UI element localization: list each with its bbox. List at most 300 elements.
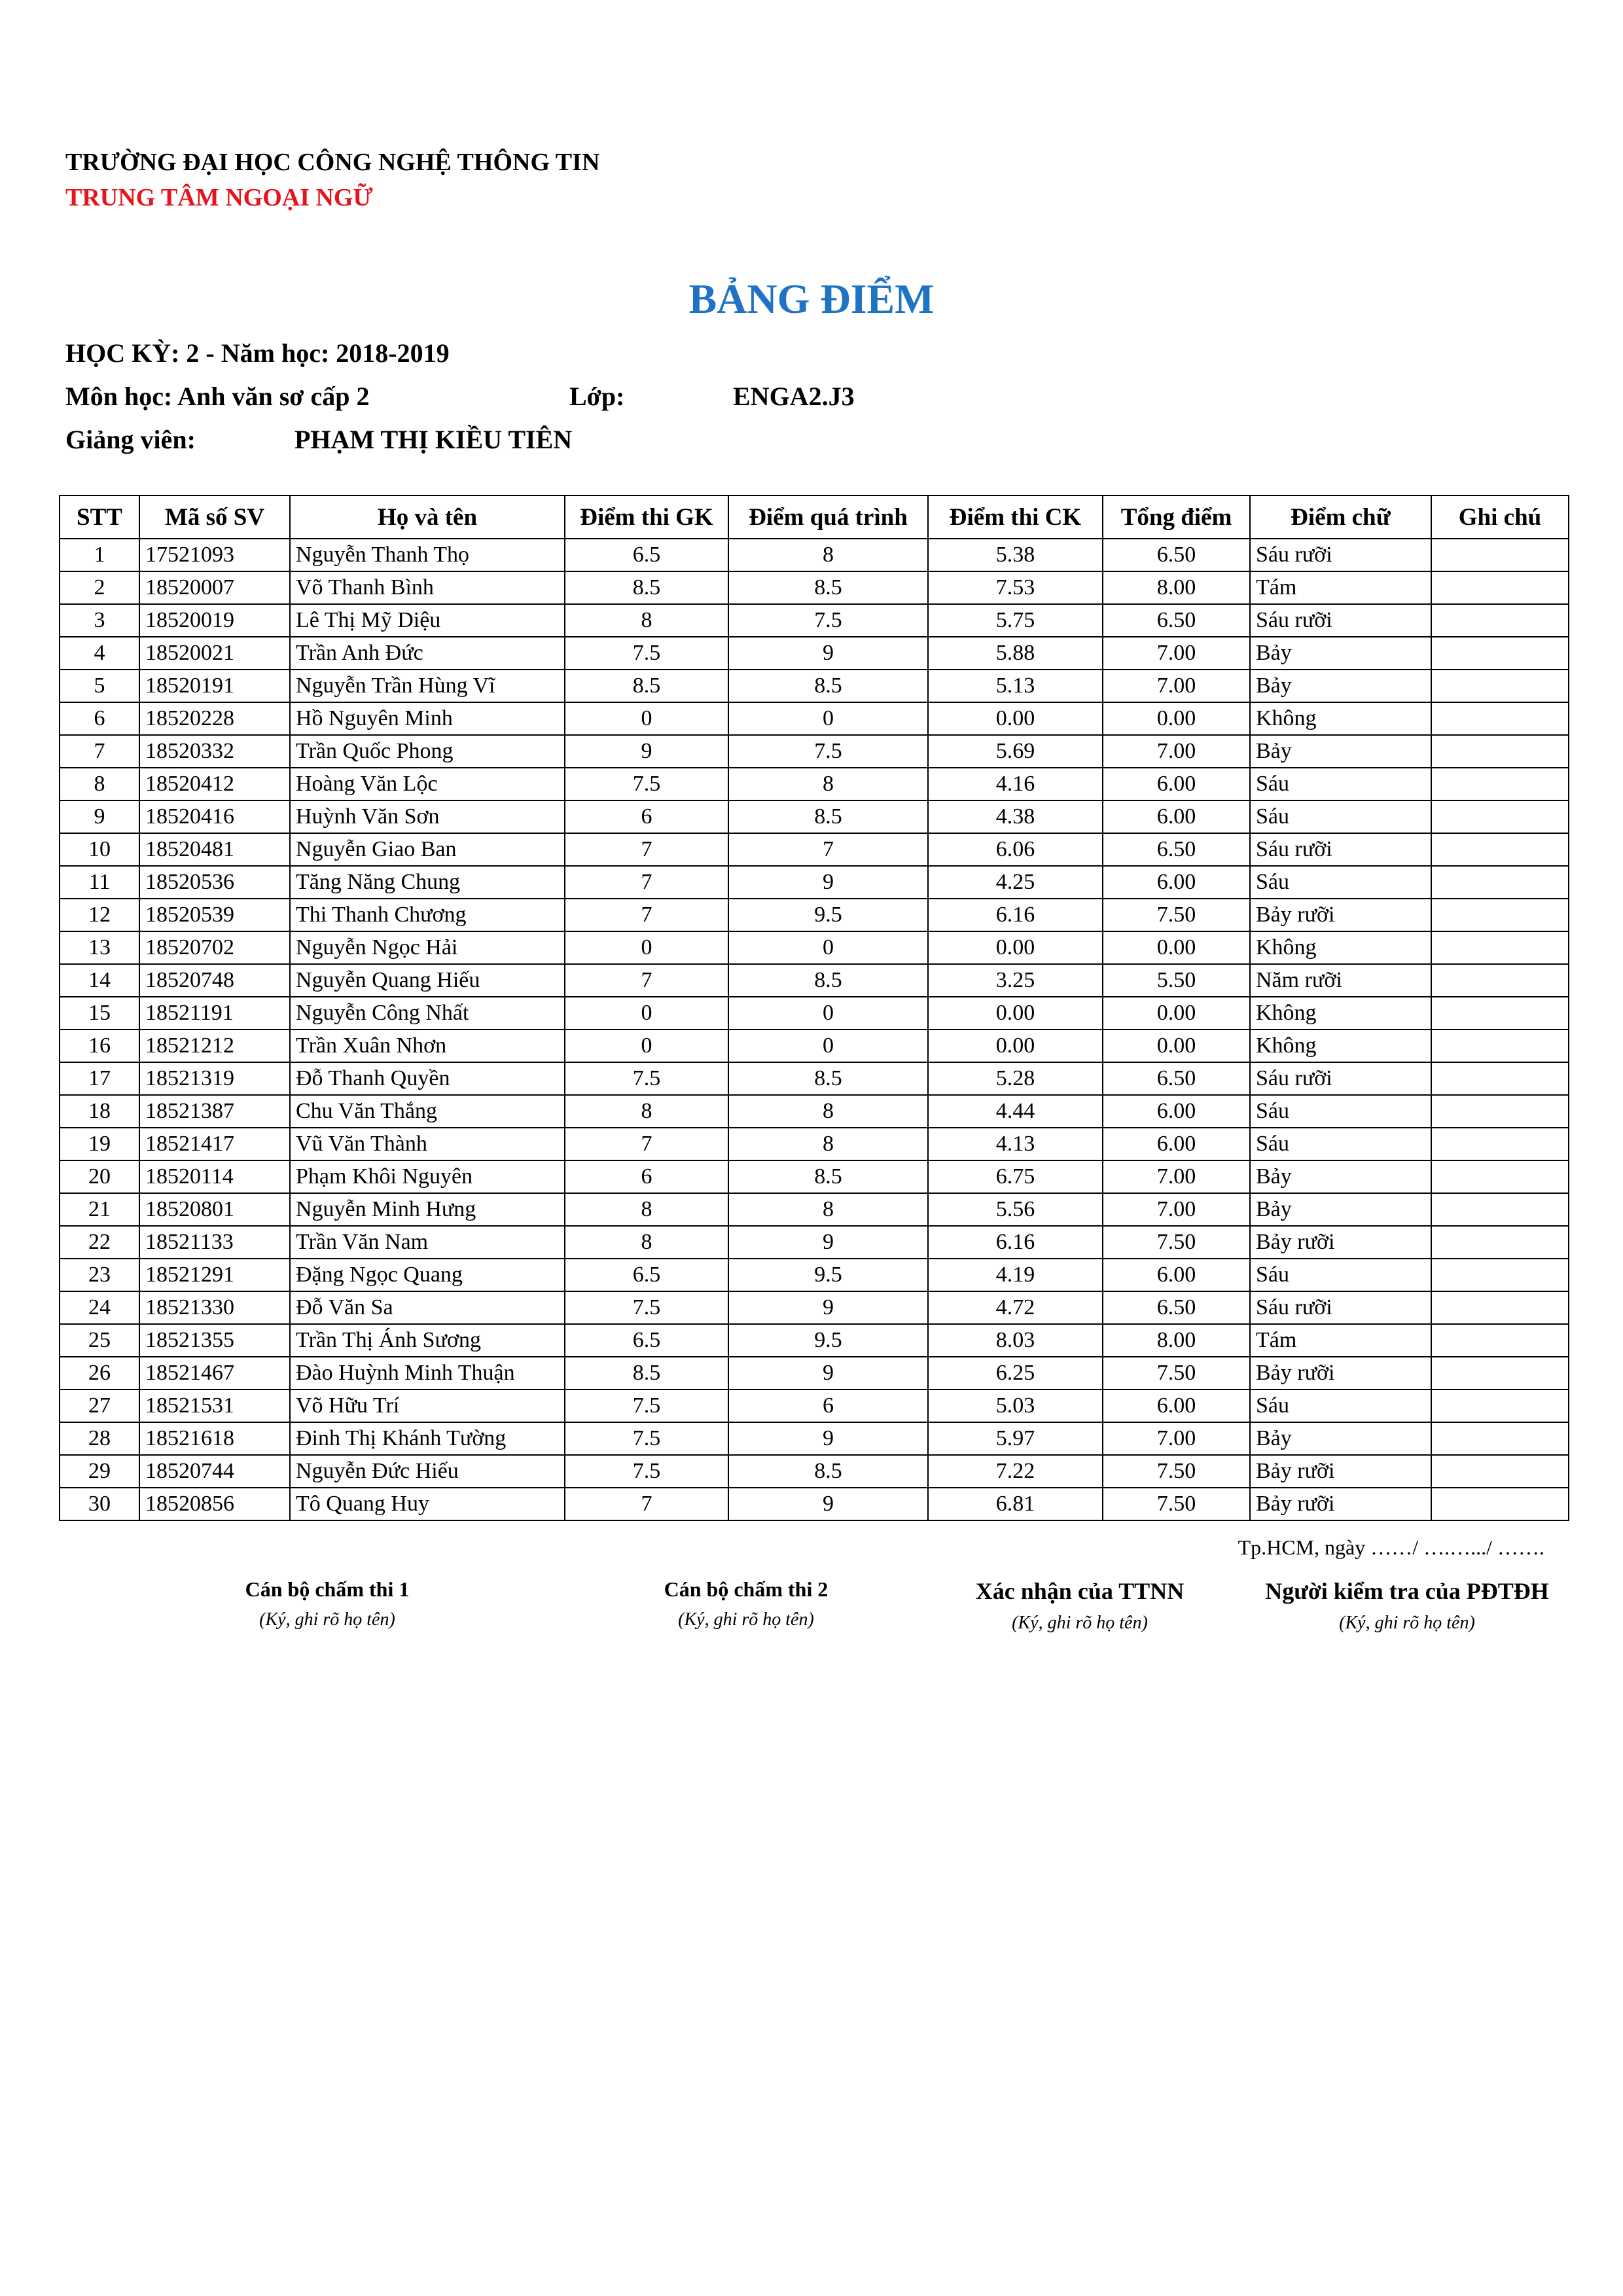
cell-grade-words: Bảy <box>1250 670 1431 702</box>
cell-process: 7 <box>728 833 928 866</box>
cell-midterm: 6.5 <box>565 1324 728 1357</box>
cell-stt: 23 <box>60 1259 139 1291</box>
cell-total: 8.00 <box>1103 571 1250 604</box>
signature-title: Người kiểm tra của PĐTĐH <box>1265 1578 1549 1604</box>
cell-stt: 17 <box>60 1062 139 1095</box>
subject-info: Môn học: Anh văn sơ cấp 2 <box>65 382 370 411</box>
cell-total: 6.50 <box>1103 833 1250 866</box>
cell-grade-words: Bảy <box>1250 1160 1431 1193</box>
cell-midterm: 8.5 <box>565 571 728 604</box>
cell-process: 8.5 <box>728 1062 928 1095</box>
cell-process: 8.5 <box>728 964 928 997</box>
cell-total: 7.00 <box>1103 735 1250 768</box>
cell-full-name: Hồ Nguyên Minh <box>290 702 565 735</box>
cell-total: 6.50 <box>1103 539 1250 571</box>
cell-final: 6.81 <box>928 1488 1103 1520</box>
cell-final: 4.19 <box>928 1259 1103 1291</box>
cell-stt: 14 <box>60 964 139 997</box>
cell-student-id: 18520856 <box>139 1488 290 1520</box>
header-full-name: Họ và tên <box>290 495 565 539</box>
cell-total: 7.00 <box>1103 1422 1250 1455</box>
cell-notes <box>1431 931 1569 964</box>
cell-student-id: 18520748 <box>139 964 290 997</box>
cell-student-id: 18520228 <box>139 702 290 735</box>
cell-process: 9 <box>728 1488 928 1520</box>
cell-student-id: 18520702 <box>139 931 290 964</box>
cell-midterm: 0 <box>565 1030 728 1062</box>
table-row <box>60 964 1569 997</box>
cell-full-name: Đinh Thị Khánh Tường <box>290 1422 565 1455</box>
cell-notes <box>1431 1357 1569 1390</box>
cell-process: 8.5 <box>728 670 928 702</box>
cell-full-name: Hoàng Văn Lộc <box>290 768 565 800</box>
cell-total: 6.00 <box>1103 768 1250 800</box>
cell-process: 8.5 <box>728 1160 928 1193</box>
cell-student-id: 18520332 <box>139 735 290 768</box>
cell-grade-words: Sáu <box>1250 768 1431 800</box>
cell-full-name: Lê Thị Mỹ Diệu <box>290 604 565 637</box>
cell-stt: 25 <box>60 1324 139 1357</box>
cell-total: 7.50 <box>1103 1357 1250 1390</box>
cell-grade-words: Sáu rưỡi <box>1250 1291 1431 1324</box>
cell-notes <box>1431 1193 1569 1226</box>
cell-notes <box>1431 1422 1569 1455</box>
cell-total: 5.50 <box>1103 964 1250 997</box>
table-header-row <box>60 495 1569 539</box>
cell-student-id: 18521212 <box>139 1030 290 1062</box>
cell-midterm: 7.5 <box>565 1455 728 1488</box>
cell-stt: 18 <box>60 1095 139 1128</box>
header-process: Điểm quá trình <box>728 495 928 539</box>
cell-stt: 11 <box>60 866 139 899</box>
cell-full-name: Nguyễn Minh Hưng <box>290 1193 565 1226</box>
cell-final: 5.97 <box>928 1422 1103 1455</box>
header-total: Tổng điểm <box>1103 495 1250 539</box>
cell-full-name: Nguyễn Ngọc Hải <box>290 931 565 964</box>
class-label: Lớp: <box>569 382 625 411</box>
cell-total: 8.00 <box>1103 1324 1250 1357</box>
cell-stt: 29 <box>60 1455 139 1488</box>
grades-table <box>59 495 1569 1521</box>
cell-final: 4.16 <box>928 768 1103 800</box>
cell-stt: 9 <box>60 800 139 833</box>
header-grade-words: Điểm chữ <box>1250 495 1431 539</box>
cell-full-name: Võ Hữu Trí <box>290 1390 565 1422</box>
cell-notes <box>1431 833 1569 866</box>
cell-stt: 8 <box>60 768 139 800</box>
cell-process: 0 <box>728 997 928 1030</box>
cell-final: 6.25 <box>928 1357 1103 1390</box>
cell-process: 9.5 <box>728 1259 928 1291</box>
cell-process: 8.5 <box>728 571 928 604</box>
cell-student-id: 18521387 <box>139 1095 290 1128</box>
cell-full-name: Đào Huỳnh Minh Thuận <box>290 1357 565 1390</box>
cell-grade-words: Sáu rưỡi <box>1250 539 1431 571</box>
cell-total: 6.50 <box>1103 1291 1250 1324</box>
cell-final: 4.13 <box>928 1128 1103 1160</box>
cell-stt: 7 <box>60 735 139 768</box>
cell-student-id: 18520114 <box>139 1160 290 1193</box>
cell-grade-words: Bảy <box>1250 1193 1431 1226</box>
cell-final: 5.28 <box>928 1062 1103 1095</box>
cell-full-name: Nguyễn Đức Hiếu <box>290 1455 565 1488</box>
cell-notes <box>1431 1128 1569 1160</box>
table-row <box>60 571 1569 604</box>
cell-student-id: 18520539 <box>139 899 290 931</box>
cell-notes <box>1431 1160 1569 1193</box>
header-stt: STT <box>60 495 139 539</box>
cell-notes <box>1431 1095 1569 1128</box>
cell-notes <box>1431 604 1569 637</box>
cell-process: 9 <box>728 866 928 899</box>
cell-grade-words: Tám <box>1250 571 1431 604</box>
cell-final: 8.03 <box>928 1324 1103 1357</box>
cell-final: 0.00 <box>928 997 1103 1030</box>
signature-title: Cán bộ chấm thi 1 <box>245 1577 410 1601</box>
school-name: TRƯỜNG ĐẠI HỌC CÔNG NGHỆ THÔNG TIN <box>65 149 600 176</box>
cell-stt: 15 <box>60 997 139 1030</box>
cell-full-name: Chu Văn Thắng <box>290 1095 565 1128</box>
cell-final: 5.03 <box>928 1390 1103 1422</box>
cell-grade-words: Sáu <box>1250 1095 1431 1128</box>
cell-total: 6.00 <box>1103 1095 1250 1128</box>
header-final: Điểm thi CK <box>928 495 1103 539</box>
cell-midterm: 7 <box>565 833 728 866</box>
cell-notes <box>1431 539 1569 571</box>
cell-stt: 5 <box>60 670 139 702</box>
table-row <box>60 1455 1569 1488</box>
cell-midterm: 6.5 <box>565 539 728 571</box>
cell-final: 5.88 <box>928 637 1103 670</box>
cell-final: 0.00 <box>928 702 1103 735</box>
cell-stt: 12 <box>60 899 139 931</box>
table-row <box>60 604 1569 637</box>
cell-student-id: 18520019 <box>139 604 290 637</box>
cell-full-name: Trần Quốc Phong <box>290 735 565 768</box>
cell-final: 6.16 <box>928 1226 1103 1259</box>
cell-notes <box>1431 1062 1569 1095</box>
cell-final: 0.00 <box>928 1030 1103 1062</box>
cell-full-name: Võ Thanh Bình <box>290 571 565 604</box>
cell-full-name: Nguyễn Công Nhất <box>290 997 565 1030</box>
cell-grade-words: Sáu <box>1250 800 1431 833</box>
cell-full-name: Trần Văn Nam <box>290 1226 565 1259</box>
date-line: Tp.HCM, ngày ……/ ….….../ ……. <box>1238 1535 1544 1559</box>
cell-grade-words: Sáu rưỡi <box>1250 604 1431 637</box>
cell-total: 7.00 <box>1103 637 1250 670</box>
header-midterm: Điểm thi GK <box>565 495 728 539</box>
signature-title: Cán bộ chấm thi 2 <box>664 1577 829 1601</box>
cell-process: 0 <box>728 1030 928 1062</box>
cell-final: 6.06 <box>928 833 1103 866</box>
cell-midterm: 8 <box>565 1226 728 1259</box>
signature-block-ttnn <box>897 1577 1263 1634</box>
cell-total: 7.00 <box>1103 1160 1250 1193</box>
cell-process: 8 <box>728 539 928 571</box>
cell-full-name: Phạm Khôi Nguyên <box>290 1160 565 1193</box>
cell-full-name: Trần Xuân Nhơn <box>290 1030 565 1062</box>
table-row <box>60 1291 1569 1324</box>
cell-final: 5.56 <box>928 1193 1103 1226</box>
cell-process: 7.5 <box>728 735 928 768</box>
cell-notes <box>1431 964 1569 997</box>
cell-midterm: 7.5 <box>565 1422 728 1455</box>
cell-grade-words: Bảy rưỡi <box>1250 1357 1431 1390</box>
cell-midterm: 8 <box>565 1193 728 1226</box>
cell-final: 5.75 <box>928 604 1103 637</box>
cell-total: 0.00 <box>1103 1030 1250 1062</box>
cell-total: 6.50 <box>1103 604 1250 637</box>
cell-process: 7.5 <box>728 604 928 637</box>
cell-final: 5.38 <box>928 539 1103 571</box>
cell-notes <box>1431 1390 1569 1422</box>
signature-note: (Ký, ghi rõ họ tên) <box>1012 1613 1148 1633</box>
signature-note: (Ký, ghi rõ họ tên) <box>259 1609 395 1630</box>
cell-stt: 30 <box>60 1488 139 1520</box>
cell-midterm: 8.5 <box>565 1357 728 1390</box>
cell-final: 7.22 <box>928 1455 1103 1488</box>
cell-total: 7.00 <box>1103 670 1250 702</box>
cell-final: 4.25 <box>928 866 1103 899</box>
cell-grade-words: Bảy rưỡi <box>1250 899 1431 931</box>
cell-final: 5.69 <box>928 735 1103 768</box>
cell-full-name: Tăng Năng Chung <box>290 866 565 899</box>
cell-midterm: 0 <box>565 702 728 735</box>
cell-student-id: 18521467 <box>139 1357 290 1390</box>
cell-final: 7.53 <box>928 571 1103 604</box>
cell-midterm: 6 <box>565 1160 728 1193</box>
cell-grade-words: Không <box>1250 997 1431 1030</box>
cell-notes <box>1431 1030 1569 1062</box>
signature-title: Xác nhận của TTNN <box>975 1578 1185 1604</box>
cell-full-name: Đỗ Văn Sa <box>290 1291 565 1324</box>
cell-total: 6.00 <box>1103 1128 1250 1160</box>
cell-student-id: 17521093 <box>139 539 290 571</box>
cell-stt: 26 <box>60 1357 139 1390</box>
table-row <box>60 899 1569 931</box>
cell-full-name: Tô Quang Huy <box>290 1488 565 1520</box>
cell-grade-words: Bảy rưỡi <box>1250 1226 1431 1259</box>
cell-full-name: Trần Anh Đức <box>290 637 565 670</box>
table-row <box>60 997 1569 1030</box>
cell-grade-words: Bảy <box>1250 735 1431 768</box>
cell-notes <box>1431 735 1569 768</box>
table-row <box>60 1128 1569 1160</box>
cell-midterm: 7 <box>565 964 728 997</box>
cell-midterm: 8 <box>565 1095 728 1128</box>
class-value: ENGA2.J3 <box>733 382 855 411</box>
cell-grade-words: Sáu rưỡi <box>1250 1062 1431 1095</box>
signature-note: (Ký, ghi rõ họ tên) <box>678 1609 814 1630</box>
cell-grade-words: Không <box>1250 1030 1431 1062</box>
cell-midterm: 7 <box>565 1488 728 1520</box>
cell-final: 5.13 <box>928 670 1103 702</box>
cell-final: 6.75 <box>928 1160 1103 1193</box>
cell-final: 3.25 <box>928 964 1103 997</box>
cell-student-id: 18520536 <box>139 866 290 899</box>
cell-student-id: 18520412 <box>139 768 290 800</box>
cell-full-name: Đặng Ngọc Quang <box>290 1259 565 1291</box>
cell-midterm: 7.5 <box>565 1291 728 1324</box>
table-row <box>60 1160 1569 1193</box>
cell-notes <box>1431 1259 1569 1291</box>
cell-notes <box>1431 866 1569 899</box>
cell-midterm: 7.5 <box>565 768 728 800</box>
cell-student-id: 18521319 <box>139 1062 290 1095</box>
cell-full-name: Thi Thanh Chương <box>290 899 565 931</box>
cell-notes <box>1431 997 1569 1030</box>
cell-notes <box>1431 637 1569 670</box>
table-row <box>60 1259 1569 1291</box>
cell-grade-words: Sáu rưỡi <box>1250 833 1431 866</box>
cell-student-id: 18521330 <box>139 1291 290 1324</box>
cell-stt: 24 <box>60 1291 139 1324</box>
cell-grade-words: Tám <box>1250 1324 1431 1357</box>
cell-midterm: 7.5 <box>565 1390 728 1422</box>
cell-notes <box>1431 768 1569 800</box>
cell-midterm: 7 <box>565 899 728 931</box>
cell-midterm: 0 <box>565 931 728 964</box>
cell-student-id: 18521191 <box>139 997 290 1030</box>
cell-full-name: Đỗ Thanh Quyền <box>290 1062 565 1095</box>
cell-midterm: 7 <box>565 1128 728 1160</box>
cell-full-name: Vũ Văn Thành <box>290 1128 565 1160</box>
cell-full-name: Trần Thị Ánh Sương <box>290 1324 565 1357</box>
cell-grade-words: Sáu <box>1250 866 1431 899</box>
cell-stt: 19 <box>60 1128 139 1160</box>
cell-notes <box>1431 571 1569 604</box>
cell-midterm: 8 <box>565 604 728 637</box>
cell-process: 0 <box>728 931 928 964</box>
cell-stt: 21 <box>60 1193 139 1226</box>
cell-stt: 20 <box>60 1160 139 1193</box>
cell-process: 0 <box>728 702 928 735</box>
cell-process: 9 <box>728 1357 928 1390</box>
header-student-id: Mã số SV <box>139 495 290 539</box>
table-row <box>60 1062 1569 1095</box>
table-row <box>60 637 1569 670</box>
cell-process: 9.5 <box>728 899 928 931</box>
cell-process: 9 <box>728 637 928 670</box>
signature-block-grader-2 <box>563 1577 929 1630</box>
cell-process: 8.5 <box>728 1455 928 1488</box>
cell-student-id: 18521417 <box>139 1128 290 1160</box>
cell-student-id: 18520744 <box>139 1455 290 1488</box>
table-row <box>60 702 1569 735</box>
cell-final: 4.72 <box>928 1291 1103 1324</box>
cell-midterm: 0 <box>565 997 728 1030</box>
cell-stt: 10 <box>60 833 139 866</box>
cell-notes <box>1431 1488 1569 1520</box>
cell-stt: 27 <box>60 1390 139 1422</box>
cell-midterm: 7.5 <box>565 637 728 670</box>
cell-process: 8 <box>728 1128 928 1160</box>
cell-stt: 13 <box>60 931 139 964</box>
cell-total: 7.50 <box>1103 1455 1250 1488</box>
cell-grade-words: Sáu <box>1250 1128 1431 1160</box>
teacher-label: Giảng viên: <box>65 425 196 454</box>
teacher-value: PHẠM THỊ KIỀU TIÊN <box>294 425 573 454</box>
cell-midterm: 6 <box>565 800 728 833</box>
cell-notes <box>1431 1455 1569 1488</box>
cell-student-id: 18520801 <box>139 1193 290 1226</box>
cell-process: 9.5 <box>728 1324 928 1357</box>
cell-grade-words: Năm rưỡi <box>1250 964 1431 997</box>
table-row <box>60 670 1569 702</box>
cell-full-name: Nguyễn Giao Ban <box>290 833 565 866</box>
cell-stt: 4 <box>60 637 139 670</box>
cell-process: 8 <box>728 768 928 800</box>
cell-total: 0.00 <box>1103 997 1250 1030</box>
cell-process: 9 <box>728 1422 928 1455</box>
cell-notes <box>1431 1324 1569 1357</box>
cell-process: 8 <box>728 1095 928 1128</box>
cell-stt: 16 <box>60 1030 139 1062</box>
table-row <box>60 1488 1569 1520</box>
cell-process: 8.5 <box>728 800 928 833</box>
cell-grade-words: Bảy rưỡi <box>1250 1455 1431 1488</box>
table-row <box>60 800 1569 833</box>
cell-notes <box>1431 1291 1569 1324</box>
cell-student-id: 18521291 <box>139 1259 290 1291</box>
semester-info: HỌC KỲ: 2 - Năm học: 2018-2019 <box>65 338 450 368</box>
cell-process: 6 <box>728 1390 928 1422</box>
cell-final: 4.44 <box>928 1095 1103 1128</box>
table-row <box>60 735 1569 768</box>
cell-midterm: 7 <box>565 866 728 899</box>
cell-final: 6.16 <box>928 899 1103 931</box>
cell-total: 6.00 <box>1103 1390 1250 1422</box>
cell-process: 9 <box>728 1291 928 1324</box>
cell-student-id: 18521531 <box>139 1390 290 1422</box>
cell-midterm: 9 <box>565 735 728 768</box>
signature-block-pdtdh <box>1224 1577 1590 1634</box>
cell-student-id: 18520191 <box>139 670 290 702</box>
cell-grade-words: Bảy <box>1250 1422 1431 1455</box>
cell-stt: 1 <box>60 539 139 571</box>
cell-student-id: 18521355 <box>139 1324 290 1357</box>
cell-stt: 28 <box>60 1422 139 1455</box>
table-row <box>60 1390 1569 1422</box>
cell-notes <box>1431 702 1569 735</box>
cell-total: 7.50 <box>1103 1488 1250 1520</box>
cell-total: 6.00 <box>1103 800 1250 833</box>
cell-full-name: Nguyễn Quang Hiếu <box>290 964 565 997</box>
table-row <box>60 1422 1569 1455</box>
header-notes: Ghi chú <box>1431 495 1569 539</box>
cell-total: 6.00 <box>1103 1259 1250 1291</box>
table-row <box>60 1095 1569 1128</box>
cell-grade-words: Bảy <box>1250 637 1431 670</box>
page-title: BẢNG ĐIỂM <box>688 276 935 322</box>
cell-grade-words: Bảy rưỡi <box>1250 1488 1431 1520</box>
cell-stt: 2 <box>60 571 139 604</box>
table-row <box>60 833 1569 866</box>
cell-grade-words: Không <box>1250 702 1431 735</box>
cell-total: 0.00 <box>1103 931 1250 964</box>
cell-final: 4.38 <box>928 800 1103 833</box>
cell-grade-words: Không <box>1250 931 1431 964</box>
cell-midterm: 6.5 <box>565 1259 728 1291</box>
cell-student-id: 18520021 <box>139 637 290 670</box>
cell-notes <box>1431 1226 1569 1259</box>
cell-process: 9 <box>728 1226 928 1259</box>
table-row <box>60 539 1569 571</box>
table-row <box>60 1324 1569 1357</box>
cell-student-id: 18520416 <box>139 800 290 833</box>
cell-stt: 6 <box>60 702 139 735</box>
cell-notes <box>1431 800 1569 833</box>
